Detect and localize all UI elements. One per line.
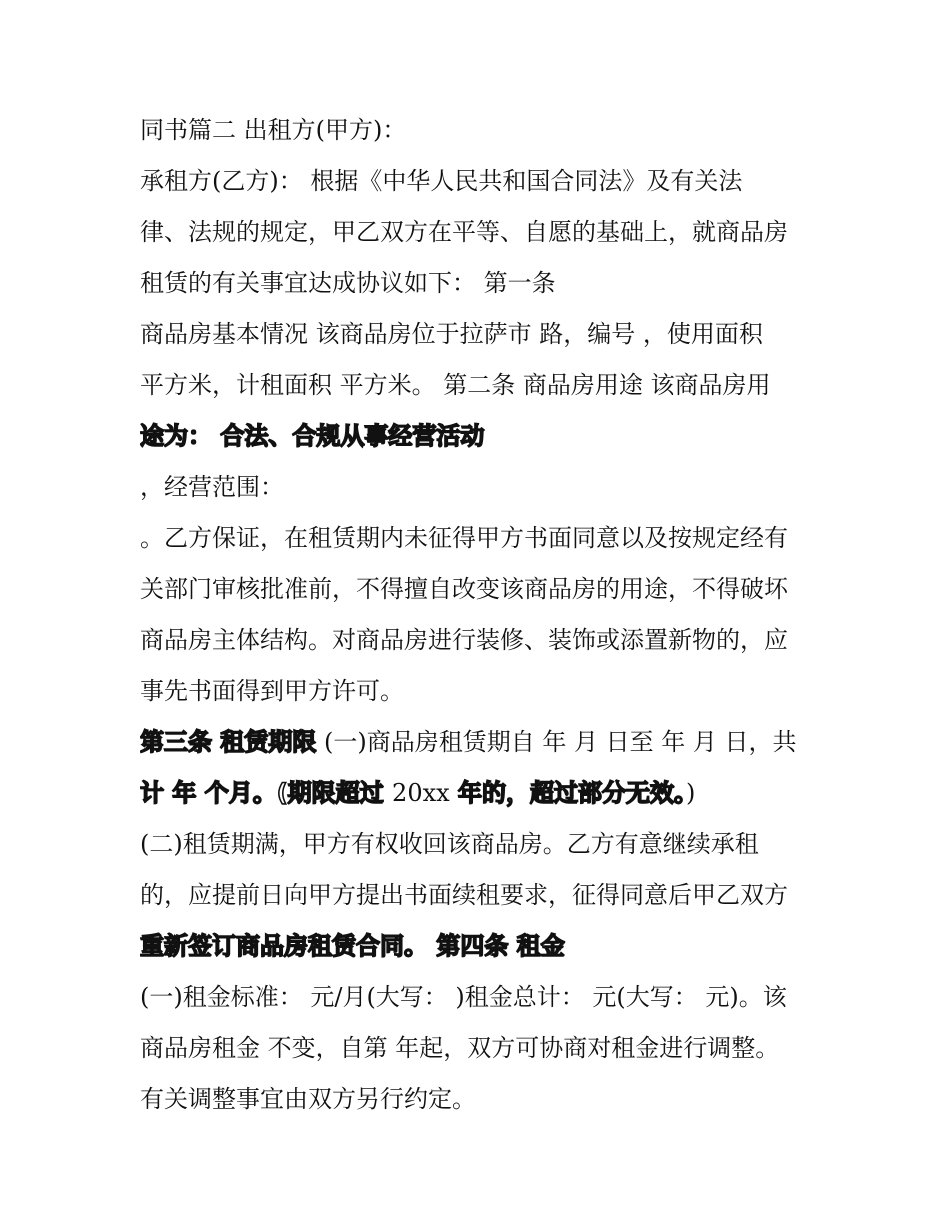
text-line-6: [140, 365, 830, 405]
text-line-11: [140, 620, 830, 660]
text-run: 平方米，计租面积 平方米。 第二条 商品房用途 该商品房用: [140, 371, 771, 399]
text-line-5: [140, 314, 830, 354]
text-run: (一)租金标准： 元/月(大写： )租金总计： 元(大写： 元)。该: [140, 983, 787, 1011]
text-line-12: [140, 671, 830, 711]
text-run: ，经营范围：: [140, 473, 284, 501]
text-line-19: [140, 1028, 830, 1068]
text-line-14: [140, 773, 830, 813]
text-line-17: [140, 926, 830, 966]
text-run: 关部门审核批准前，不得擅自改变该商品房的用途，不得破坏: [140, 575, 788, 603]
text-line-18: [140, 977, 830, 1017]
text-line-16: [140, 875, 830, 915]
text-run: 商品房基本情况 该商品房位于拉萨市 路，编号 ，使用面积: [140, 320, 763, 348]
text-line-9: [140, 518, 830, 558]
outlined-text-run: 重新签订商品房租赁合同。 第四条 租金: [140, 932, 565, 960]
text-line-7: [140, 416, 830, 456]
text-run: (二)租赁期满，甲方有权收回该商品房。乙方有意继续承租: [140, 830, 759, 858]
text-line-13: [140, 722, 830, 762]
text-run: 承租方(乙方)： 根据《中华人民共和国合同法》及有关法: [140, 167, 743, 195]
outlined-text-run: 途为： 合法、合规从事经营活动: [140, 422, 485, 450]
text-run: 同书篇二 出租方(甲方)：: [140, 116, 407, 144]
text-line-2: [140, 161, 830, 201]
text-line-1: [140, 110, 830, 150]
text-run: 商品房主体结构。对商品房进行装修、装饰或添置新物的，应: [140, 626, 788, 654]
text-run: 20xx: [392, 779, 450, 807]
text-line-3: [140, 212, 830, 252]
text-run: 租赁的有关事宜达成协议如下： 第一条: [140, 269, 556, 297]
text-line-10: [140, 569, 830, 609]
text-run: 事先书面得到甲方许可。: [140, 677, 404, 705]
text-run: 商品房租金 不变，自第 年起，双方可协商对租金进行调整。: [140, 1034, 780, 1062]
text-run: 有关调整事宜由双方另行约定。: [140, 1085, 476, 1113]
text-line-15: [140, 824, 830, 864]
text-line-20: [140, 1079, 830, 1119]
text-line-4: [140, 263, 830, 303]
text-line-8: [140, 467, 830, 507]
outlined-text-run: 年的，超过部分无效。: [449, 779, 687, 807]
text-run: ): [686, 779, 696, 807]
text-run: 律、法规的规定，甲乙双方在平等、自愿的基础上，就商品房: [140, 218, 788, 246]
text-run: 的，应提前日向甲方提出书面续租要求，征得同意后甲乙双方: [140, 881, 788, 909]
outlined-text-run: 第三条 租赁期限: [140, 728, 317, 756]
text-run: 。乙方保证，在租赁期内未征得甲方书面同意以及按规定经有: [140, 524, 788, 552]
outlined-text-run: 计 年 个月。(期限超过: [140, 779, 393, 807]
text-run: (一)商品房租赁期自 年 月 日至 年 月 日，共: [316, 728, 797, 756]
